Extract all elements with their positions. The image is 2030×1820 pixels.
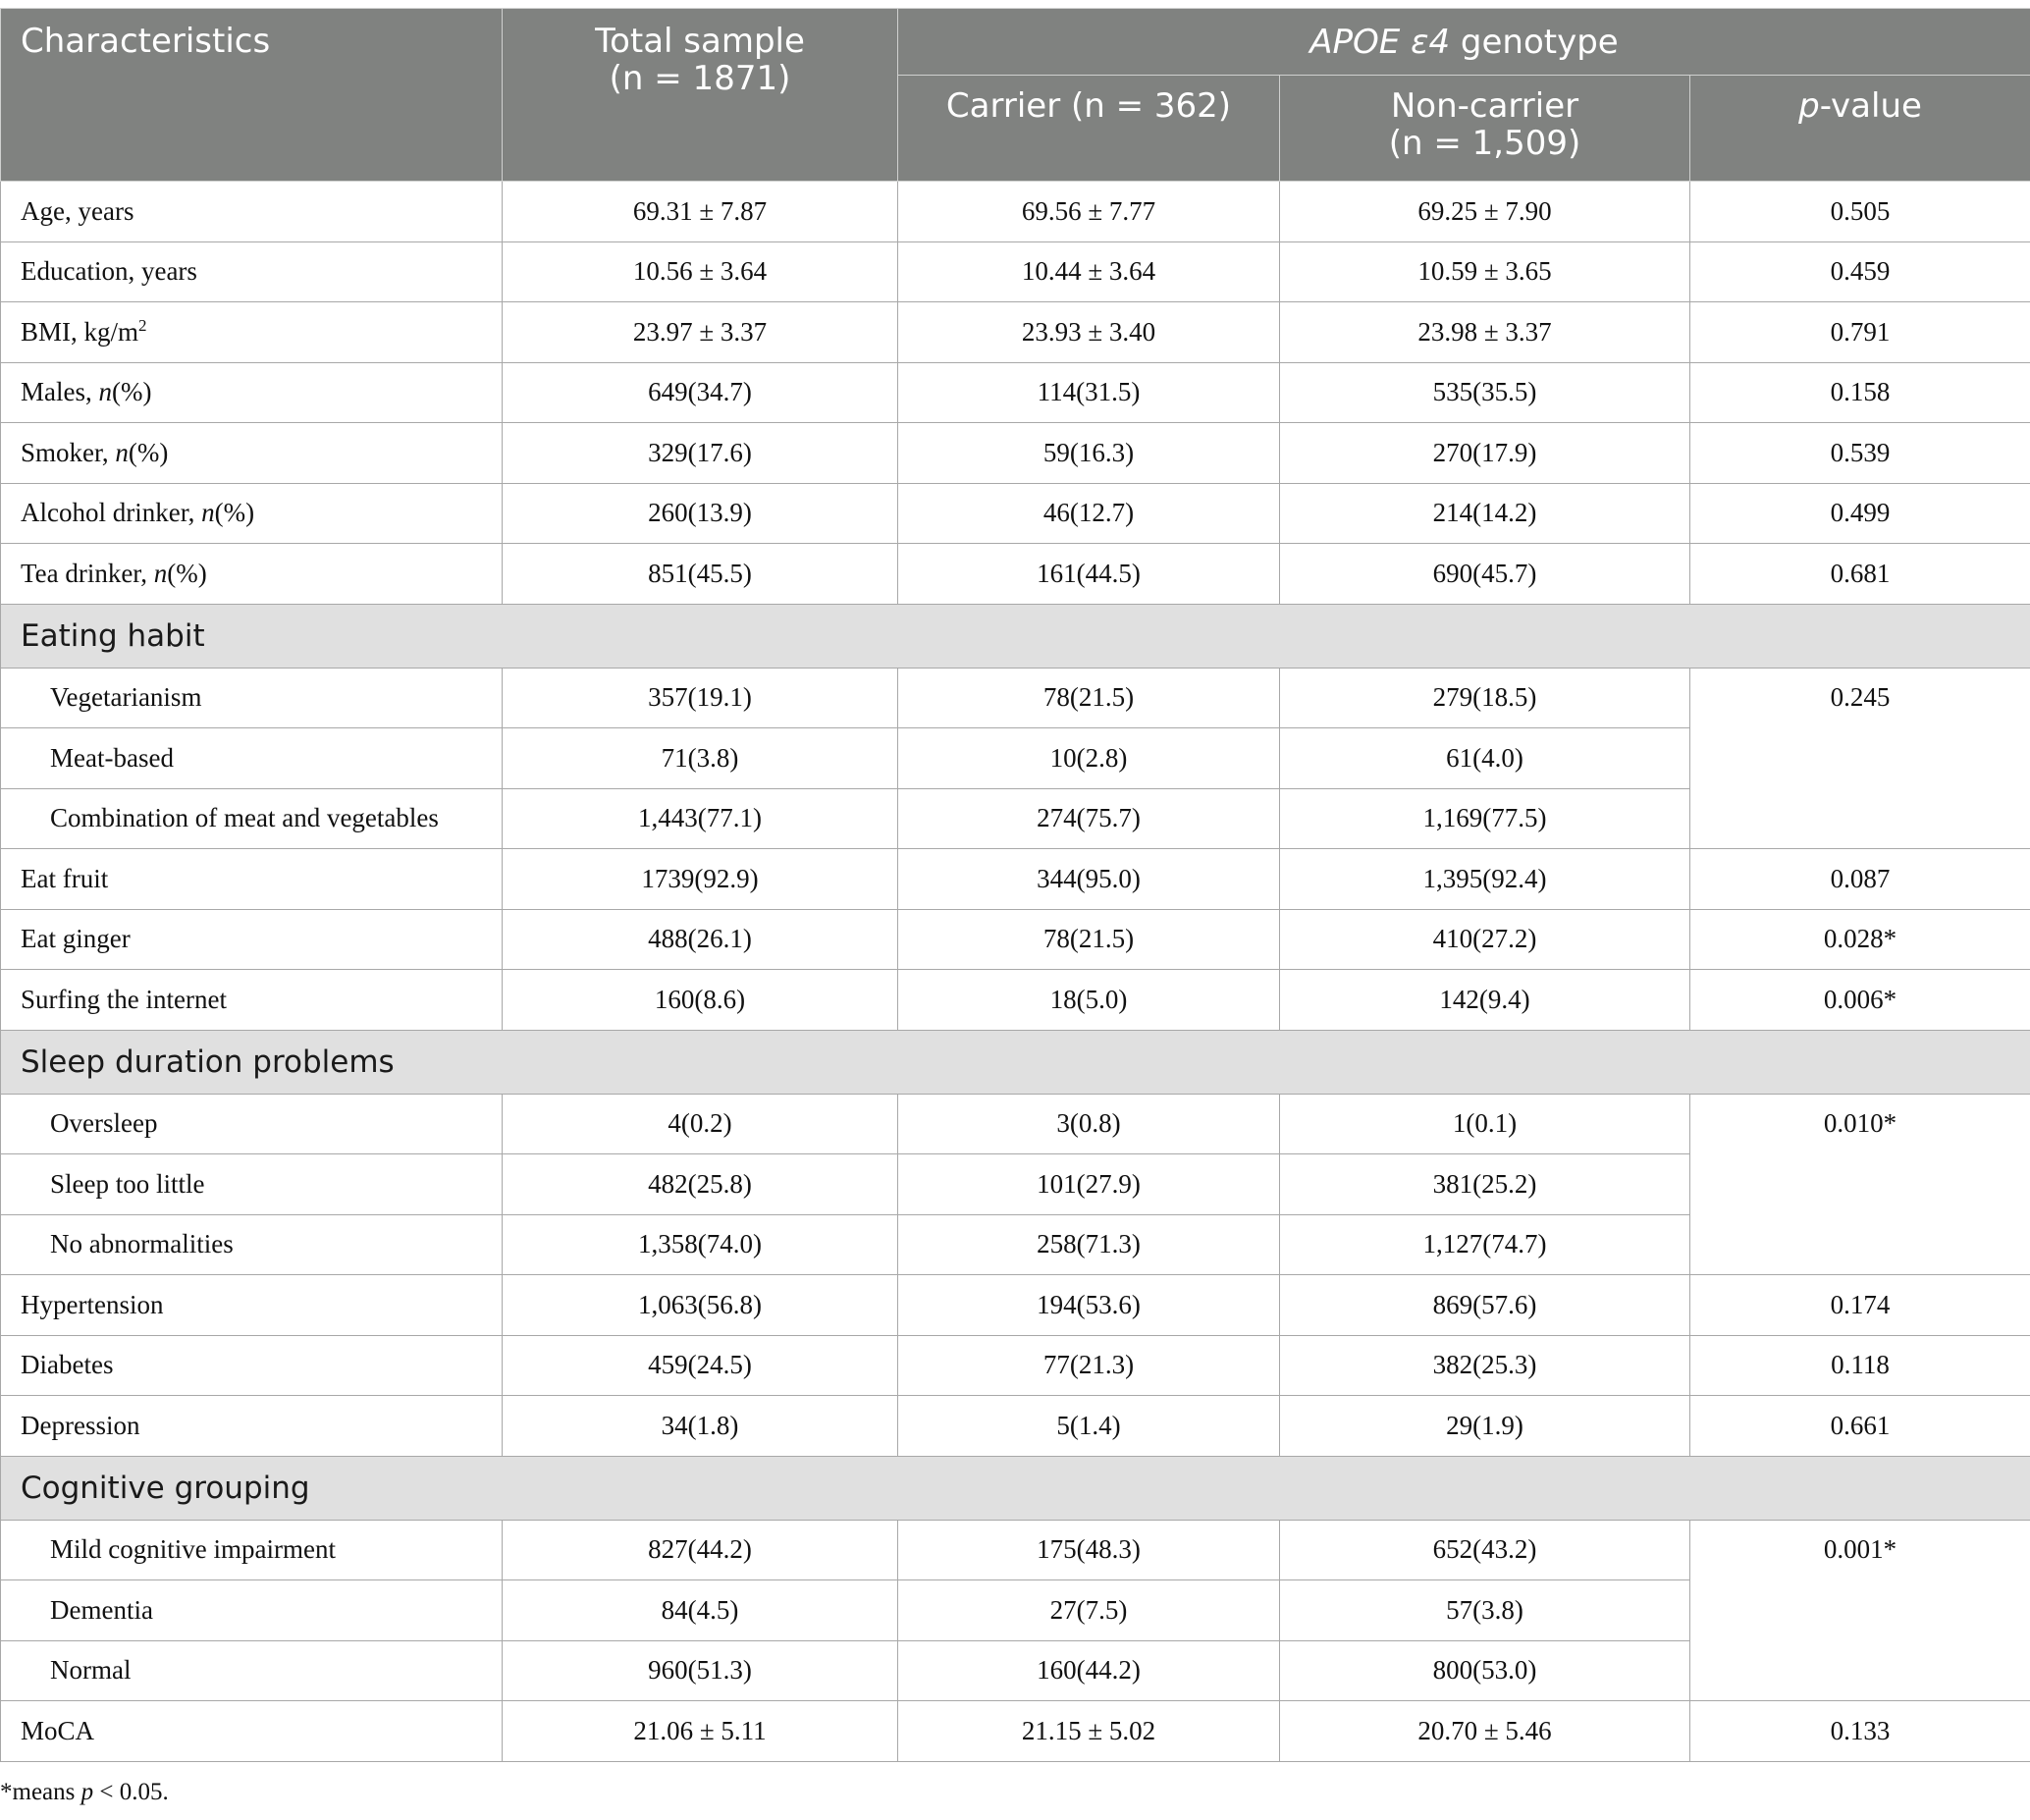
section-cognitive-grouping: Cognitive grouping xyxy=(1,1456,2030,1520)
footnote-italic: p xyxy=(80,1779,94,1805)
row-label-pre: Alcohol drinker, xyxy=(21,498,202,528)
cell-pvalue: 0.158 xyxy=(1690,362,2030,423)
table-row xyxy=(1,1275,2030,1336)
cell-carrier: 194(53.6) xyxy=(898,1275,1280,1336)
cell-total: 459(24.5) xyxy=(503,1335,898,1396)
table-row xyxy=(1,241,2030,302)
cell-carrier: 59(16.3) xyxy=(898,423,1280,484)
cell-total: 10.56 ± 3.64 xyxy=(503,241,898,302)
row-label xyxy=(1,483,503,544)
cell-noncarrier: 29(1.9) xyxy=(1280,1396,1690,1457)
row-label-post: (%) xyxy=(214,498,255,528)
row-label xyxy=(1,544,503,605)
header-noncarrier-line1: Non-carrier xyxy=(1390,86,1579,126)
cell-noncarrier: 1,395(92.4) xyxy=(1280,849,1690,910)
table-footnote xyxy=(0,1779,169,1806)
row-label-post: (%) xyxy=(111,377,152,407)
row-label xyxy=(1,302,503,363)
cell-noncarrier: 20.70 ± 5.46 xyxy=(1280,1701,1690,1762)
table-row xyxy=(1,423,2030,484)
header-total-line2: (n = 1871) xyxy=(609,59,791,98)
cell-noncarrier: 690(45.7) xyxy=(1280,544,1690,605)
cell-pvalue: 0.028* xyxy=(1690,909,2030,970)
cell-carrier: 10(2.8) xyxy=(898,728,1280,789)
cell-carrier: 114(31.5) xyxy=(898,362,1280,423)
cell-total: 357(19.1) xyxy=(503,668,898,728)
row-label: Oversleep xyxy=(1,1094,503,1154)
cell-carrier: 160(44.2) xyxy=(898,1640,1280,1701)
table-container xyxy=(0,8,2030,1762)
cell-noncarrier: 652(43.2) xyxy=(1280,1520,1690,1580)
cell-total: 160(8.6) xyxy=(503,970,898,1031)
row-label-italic: n xyxy=(115,437,129,467)
row-label: MoCA xyxy=(1,1701,503,1762)
cell-noncarrier: 869(57.6) xyxy=(1280,1275,1690,1336)
row-label: Hypertension xyxy=(1,1275,503,1336)
cell-total: 1,063(56.8) xyxy=(503,1275,898,1336)
cell-noncarrier: 69.25 ± 7.90 xyxy=(1280,182,1690,242)
header-pvalue xyxy=(1690,76,2030,182)
table-row xyxy=(1,1701,2030,1762)
table-row xyxy=(1,362,2030,423)
cell-carrier: 78(21.5) xyxy=(898,668,1280,728)
table-row xyxy=(1,483,2030,544)
header-apoe-italic: APOE ε4 xyxy=(1309,22,1451,62)
cell-total: 260(13.9) xyxy=(503,483,898,544)
cell-noncarrier: 410(27.2) xyxy=(1280,909,1690,970)
cell-pvalue: 0.174 xyxy=(1690,1275,2030,1336)
cell-pvalue: 0.006* xyxy=(1690,970,2030,1031)
cell-noncarrier: 57(3.8) xyxy=(1280,1580,1690,1641)
row-label-post: (%) xyxy=(128,437,169,467)
cell-pvalue: 0.118 xyxy=(1690,1335,2030,1396)
row-label-pre: Smoker, xyxy=(21,437,116,467)
cell-carrier: 175(48.3) xyxy=(898,1520,1280,1580)
cell-noncarrier: 214(14.2) xyxy=(1280,483,1690,544)
row-label: Sleep too little xyxy=(1,1154,503,1215)
row-label-text: BMI, kg/m xyxy=(21,317,139,348)
cell-noncarrier: 1,169(77.5) xyxy=(1280,788,1690,849)
header-apoe-rest: genotype xyxy=(1450,22,1619,62)
header-carrier: Carrier (n = 362) xyxy=(898,76,1280,182)
cell-pvalue: 0.010* xyxy=(1690,1094,2030,1275)
cell-pvalue: 0.661 xyxy=(1690,1396,2030,1457)
cell-carrier: 3(0.8) xyxy=(898,1094,1280,1154)
header-total-sample xyxy=(503,9,898,182)
header-pvalue-rest: -value xyxy=(1819,86,1922,126)
cell-total: 827(44.2) xyxy=(503,1520,898,1580)
table-row xyxy=(1,668,2030,728)
row-label: Age, years xyxy=(1,182,503,242)
cell-carrier: 101(27.9) xyxy=(898,1154,1280,1215)
cell-total: 23.97 ± 3.37 xyxy=(503,302,898,363)
cell-noncarrier: 1(0.1) xyxy=(1280,1094,1690,1154)
row-label-pre: Males, xyxy=(21,377,99,407)
table-row xyxy=(1,544,2030,605)
header-apoe-group xyxy=(898,9,2030,76)
cell-carrier: 21.15 ± 5.02 xyxy=(898,1701,1280,1762)
cell-total: 34(1.8) xyxy=(503,1396,898,1457)
cell-pvalue: 0.245 xyxy=(1690,668,2030,849)
row-label-italic: n xyxy=(153,558,168,588)
cell-carrier: 10.44 ± 3.64 xyxy=(898,241,1280,302)
table-row xyxy=(1,970,2030,1031)
cell-carrier: 161(44.5) xyxy=(898,544,1280,605)
row-label: Eat ginger xyxy=(1,909,503,970)
cell-total: 84(4.5) xyxy=(503,1580,898,1641)
row-label-italic: n xyxy=(201,498,215,528)
cell-noncarrier: 270(17.9) xyxy=(1280,423,1690,484)
row-label: Surfing the internet xyxy=(1,970,503,1031)
cell-pvalue: 0.499 xyxy=(1690,483,2030,544)
footnote-pre: *means xyxy=(0,1779,81,1805)
cell-total: 1,443(77.1) xyxy=(503,788,898,849)
cell-total: 482(25.8) xyxy=(503,1154,898,1215)
cell-total: 649(34.7) xyxy=(503,362,898,423)
row-label-pre: Tea drinker, xyxy=(21,558,154,588)
cell-total: 71(3.8) xyxy=(503,728,898,789)
cell-pvalue: 0.133 xyxy=(1690,1701,2030,1762)
cell-pvalue: 0.505 xyxy=(1690,182,2030,242)
cell-noncarrier: 535(35.5) xyxy=(1280,362,1690,423)
section-eating-habit: Eating habit xyxy=(1,604,2030,668)
row-label-italic: n xyxy=(98,377,112,407)
header-total-line1: Total sample xyxy=(595,22,805,61)
cell-carrier: 23.93 ± 3.40 xyxy=(898,302,1280,363)
row-label-sup: 2 xyxy=(138,316,147,336)
cell-pvalue: 0.539 xyxy=(1690,423,2030,484)
cell-pvalue: 0.087 xyxy=(1690,849,2030,910)
row-label: Meat-based xyxy=(1,728,503,789)
cell-noncarrier: 23.98 ± 3.37 xyxy=(1280,302,1690,363)
table-row xyxy=(1,1396,2030,1457)
row-label: No abnormalities xyxy=(1,1214,503,1275)
cell-total: 69.31 ± 7.87 xyxy=(503,182,898,242)
cell-noncarrier: 1,127(74.7) xyxy=(1280,1214,1690,1275)
cell-carrier: 46(12.7) xyxy=(898,483,1280,544)
cell-noncarrier: 142(9.4) xyxy=(1280,970,1690,1031)
cell-total: 1,358(74.0) xyxy=(503,1214,898,1275)
characteristics-table xyxy=(0,8,2030,1762)
table-row xyxy=(1,182,2030,242)
section-row xyxy=(1,604,2030,668)
row-label: Normal xyxy=(1,1640,503,1701)
header-characteristics: Characteristics xyxy=(1,9,503,182)
section-row xyxy=(1,1030,2030,1094)
row-label: Eat fruit xyxy=(1,849,503,910)
table-body xyxy=(1,182,2030,1762)
cell-carrier: 69.56 ± 7.77 xyxy=(898,182,1280,242)
row-label: Combination of meat and vegetables xyxy=(1,788,503,849)
cell-total: 851(45.5) xyxy=(503,544,898,605)
cell-pvalue: 0.459 xyxy=(1690,241,2030,302)
section-sleep-duration: Sleep duration problems xyxy=(1,1030,2030,1094)
cell-carrier: 274(75.7) xyxy=(898,788,1280,849)
row-label xyxy=(1,362,503,423)
cell-total: 488(26.1) xyxy=(503,909,898,970)
cell-pvalue: 0.791 xyxy=(1690,302,2030,363)
cell-carrier: 258(71.3) xyxy=(898,1214,1280,1275)
cell-carrier: 78(21.5) xyxy=(898,909,1280,970)
row-label: Mild cognitive impairment xyxy=(1,1520,503,1580)
cell-noncarrier: 800(53.0) xyxy=(1280,1640,1690,1701)
cell-noncarrier: 381(25.2) xyxy=(1280,1154,1690,1215)
cell-noncarrier: 279(18.5) xyxy=(1280,668,1690,728)
table-row xyxy=(1,1094,2030,1154)
cell-carrier: 18(5.0) xyxy=(898,970,1280,1031)
row-label: Dementia xyxy=(1,1580,503,1641)
cell-total: 4(0.2) xyxy=(503,1094,898,1154)
cell-carrier: 27(7.5) xyxy=(898,1580,1280,1641)
cell-carrier: 77(21.3) xyxy=(898,1335,1280,1396)
cell-total: 1739(92.9) xyxy=(503,849,898,910)
row-label: Diabetes xyxy=(1,1335,503,1396)
cell-noncarrier: 382(25.3) xyxy=(1280,1335,1690,1396)
cell-carrier: 5(1.4) xyxy=(898,1396,1280,1457)
cell-noncarrier: 61(4.0) xyxy=(1280,728,1690,789)
table-row xyxy=(1,849,2030,910)
row-label: Education, years xyxy=(1,241,503,302)
cell-pvalue: 0.681 xyxy=(1690,544,2030,605)
cell-total: 21.06 ± 5.11 xyxy=(503,1701,898,1762)
row-label-post: (%) xyxy=(167,558,207,588)
cell-noncarrier: 10.59 ± 3.65 xyxy=(1280,241,1690,302)
section-row xyxy=(1,1456,2030,1520)
footnote-post: < 0.05. xyxy=(93,1779,169,1805)
table-row xyxy=(1,1520,2030,1580)
row-label xyxy=(1,423,503,484)
header-noncarrier xyxy=(1280,76,1690,182)
table-header xyxy=(1,9,2030,182)
cell-carrier: 344(95.0) xyxy=(898,849,1280,910)
header-pvalue-italic: p xyxy=(1798,86,1820,126)
row-label: Vegetarianism xyxy=(1,668,503,728)
row-label: Depression xyxy=(1,1396,503,1457)
cell-total: 329(17.6) xyxy=(503,423,898,484)
table-row xyxy=(1,1335,2030,1396)
table-row xyxy=(1,909,2030,970)
cell-total: 960(51.3) xyxy=(503,1640,898,1701)
cell-pvalue: 0.001* xyxy=(1690,1520,2030,1701)
header-noncarrier-line2: (n = 1,509) xyxy=(1388,124,1581,163)
table-row xyxy=(1,302,2030,363)
